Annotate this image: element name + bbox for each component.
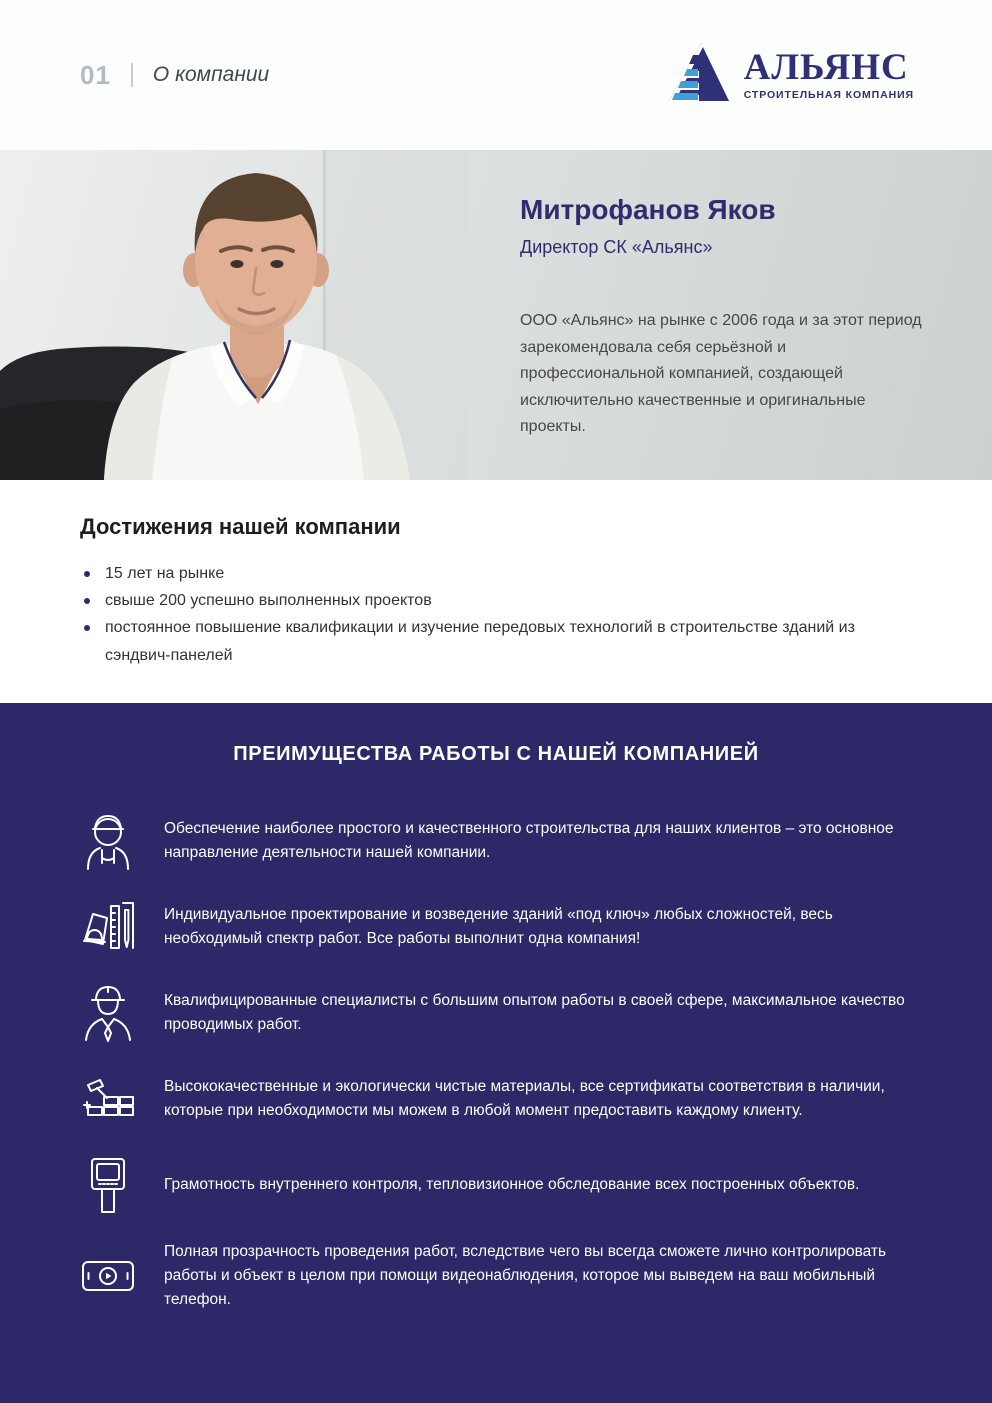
bullet-dot-icon: [84, 598, 90, 604]
advantage-text: Индивидуальное проектирование и возведение зданий «под ключ» любых сложностей, весь необходимый спектр работ. Все работы выполнит одна компания!: [164, 905, 833, 947]
advantages-heading: ПРЕИМУЩЕСТВА РАБОТЫ С НАШЕЙ КОМПАНИЕЙ: [233, 743, 759, 765]
worker-icon: [80, 811, 136, 871]
smartphone-video-icon: [80, 1248, 136, 1304]
director-photo: [0, 150, 470, 480]
company-logo: [663, 42, 914, 109]
logo-tagline: СТРОИТЕЛЬНАЯ КОМПАНИЯ: [743, 89, 914, 101]
list-item: свыше 200 успешно выполненных проектов: [80, 587, 890, 614]
blueprint-ruler-icon: [80, 898, 136, 956]
list-item: 15 лет на рынке: [80, 560, 890, 587]
pyramid-logo-icon: [663, 42, 731, 109]
advantage-text: Квалифицированные специалисты с большим опытом работы в своей сфере, максимальное качество проводимых работ.: [164, 991, 905, 1033]
achievements-section: [0, 480, 992, 703]
advantage-text: Высококачественные и экологически чистые материалы, все сертификаты соответствия в наличии, которые при необходимости мы можем в любой момент предоставить каждому клиенту.: [164, 1077, 885, 1119]
page-title: О компании: [152, 63, 270, 86]
breadcrumb: [80, 60, 269, 91]
list-item: постоянное повышение квалификации и изучение передовых технологий в строительстве зданий из сэндвич-панелей: [80, 614, 890, 668]
advantage-item: [80, 982, 912, 1044]
achievements-list: [80, 560, 890, 669]
page-header: [0, 0, 992, 150]
advantage-text: Обеспечение наиболее простого и качественного строительства для наших клиентов – это основное направление деятельности нашей компании.: [164, 819, 894, 861]
company-description: ООО «Альянс» на рынке с 2006 года и за этот период зарекомендовала себя серьёзной и профессиональной компанией, создающей исключительно качественные и оригинальные проекты.: [520, 312, 922, 436]
director-info: [520, 194, 926, 441]
engineer-icon: [80, 983, 136, 1043]
advantage-item: [80, 1240, 912, 1312]
logo-name: АЛЬЯНС: [743, 47, 909, 88]
person-title: Директор СК «Альянс»: [520, 237, 713, 257]
advantage-item: [80, 896, 912, 958]
achievements-heading: Достижения нашей компании: [80, 514, 401, 539]
advantage-text: Полная прозрачность проведения работ, вследствие чего вы всегда сможете лично контролировать работы и объект в целом при помощи видеонаблюдения, которое мы выведем на ваш мобильный телефон.: [164, 1243, 887, 1309]
advantages-list: [80, 810, 912, 1312]
logo-text: [744, 49, 914, 101]
bullet-dot-icon: [84, 571, 90, 577]
page-number: 01: [80, 59, 111, 90]
advantage-item: [80, 1154, 912, 1216]
advantages-section: [0, 703, 992, 1403]
bricks-hammer-icon: [80, 1073, 136, 1125]
bullet-dot-icon: [84, 625, 90, 631]
advantage-text: Грамотность внутреннего контроля, тепловизионное обследование всех построенных объектов.: [164, 1175, 860, 1193]
thermal-camera-icon: [80, 1156, 136, 1214]
person-name: Митрофанов Яков: [520, 194, 776, 225]
advantage-item: [80, 810, 912, 872]
header-divider: [131, 63, 133, 87]
director-hero-section: [0, 150, 992, 480]
advantage-item: [80, 1068, 912, 1130]
